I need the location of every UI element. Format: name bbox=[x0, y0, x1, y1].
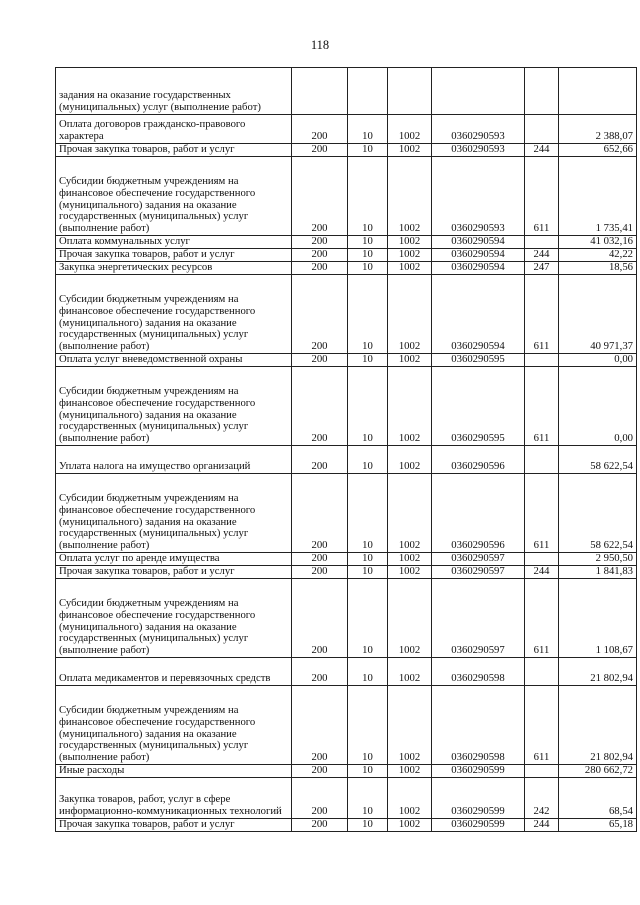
section-code-cell: 10 bbox=[348, 157, 388, 236]
admin-code-cell: 200 bbox=[292, 686, 348, 765]
subsection-code-cell: 1002 bbox=[388, 115, 432, 144]
target-article-cell: 0360290594 bbox=[432, 249, 525, 262]
admin-code-cell: 200 bbox=[292, 579, 348, 658]
amount-cell: 1 108,67 bbox=[559, 579, 637, 658]
target-article-cell: 0360290594 bbox=[432, 275, 525, 354]
target-article-cell: 0360290598 bbox=[432, 686, 525, 765]
amount-cell bbox=[559, 68, 637, 115]
table-row bbox=[56, 474, 637, 553]
table-row bbox=[56, 115, 637, 144]
target-article-cell: 0360290597 bbox=[432, 579, 525, 658]
expense-name-cell: Прочая закупка товаров, работ и услуг bbox=[56, 819, 292, 832]
table-row bbox=[56, 68, 637, 115]
expense-type-cell: 244 bbox=[525, 819, 559, 832]
section-code-cell: 10 bbox=[348, 778, 388, 819]
amount-cell: 21 802,94 bbox=[559, 686, 637, 765]
subsection-code-cell: 1002 bbox=[388, 579, 432, 658]
expense-type-cell bbox=[525, 765, 559, 778]
table-row bbox=[56, 765, 637, 778]
expense-name-cell: Оплата услуг по аренде имущества bbox=[56, 553, 292, 566]
expense-type-cell bbox=[525, 236, 559, 249]
table-row bbox=[56, 658, 637, 686]
expense-name-cell: Уплата налога на имущество организаций bbox=[56, 446, 292, 474]
expense-type-cell bbox=[525, 68, 559, 115]
admin-code-cell: 200 bbox=[292, 236, 348, 249]
expense-type-cell: 244 bbox=[525, 249, 559, 262]
expense-name-cell: Оплата договоров гражданско-правового характера bbox=[56, 115, 292, 144]
target-article-cell: 0360290599 bbox=[432, 819, 525, 832]
amount-cell: 652,66 bbox=[559, 144, 637, 157]
section-code-cell: 10 bbox=[348, 354, 388, 367]
expense-name-cell: Оплата коммунальных услуг bbox=[56, 236, 292, 249]
amount-cell: 68,54 bbox=[559, 778, 637, 819]
expense-type-cell: 244 bbox=[525, 566, 559, 579]
subsection-code-cell: 1002 bbox=[388, 236, 432, 249]
subsection-code-cell: 1002 bbox=[388, 367, 432, 446]
expense-type-cell: 611 bbox=[525, 579, 559, 658]
section-code-cell: 10 bbox=[348, 446, 388, 474]
table-row bbox=[56, 819, 637, 832]
table-row bbox=[56, 262, 637, 275]
admin-code-cell: 200 bbox=[292, 553, 348, 566]
admin-code-cell: 200 bbox=[292, 275, 348, 354]
target-article-cell: 0360290593 bbox=[432, 157, 525, 236]
expense-name-cell: Субсидии бюджетным учреждениям на финансовое обеспечение государственного (муниципального) задания на оказание государственных (муниципальных) услуг (выполнение работ) bbox=[56, 474, 292, 553]
amount-cell: 1 735,41 bbox=[559, 157, 637, 236]
expense-type-cell: 611 bbox=[525, 275, 559, 354]
target-article-cell: 0360290594 bbox=[432, 262, 525, 275]
expense-type-cell bbox=[525, 446, 559, 474]
expense-type-cell bbox=[525, 354, 559, 367]
target-article-cell: 0360290595 bbox=[432, 367, 525, 446]
target-article-cell: 0360290597 bbox=[432, 553, 525, 566]
expense-type-cell bbox=[525, 553, 559, 566]
section-code-cell: 10 bbox=[348, 236, 388, 249]
table-row bbox=[56, 579, 637, 658]
target-article-cell: 0360290596 bbox=[432, 474, 525, 553]
section-code-cell: 10 bbox=[348, 144, 388, 157]
subsection-code-cell: 1002 bbox=[388, 566, 432, 579]
section-code-cell: 10 bbox=[348, 566, 388, 579]
section-code-cell bbox=[348, 68, 388, 115]
admin-code-cell bbox=[292, 68, 348, 115]
expense-name-cell: Закупка энергетических ресурсов bbox=[56, 262, 292, 275]
subsection-code-cell: 1002 bbox=[388, 658, 432, 686]
amount-cell: 18,56 bbox=[559, 262, 637, 275]
admin-code-cell: 200 bbox=[292, 354, 348, 367]
subsection-code-cell: 1002 bbox=[388, 157, 432, 236]
table-row bbox=[56, 236, 637, 249]
expense-type-cell: 244 bbox=[525, 144, 559, 157]
table-row bbox=[56, 157, 637, 236]
target-article-cell bbox=[432, 68, 525, 115]
admin-code-cell: 200 bbox=[292, 474, 348, 553]
admin-code-cell: 200 bbox=[292, 157, 348, 236]
target-article-cell: 0360290598 bbox=[432, 658, 525, 686]
section-code-cell: 10 bbox=[348, 819, 388, 832]
amount-cell: 40 971,37 bbox=[559, 275, 637, 354]
expense-type-cell bbox=[525, 658, 559, 686]
amount-cell: 42,22 bbox=[559, 249, 637, 262]
subsection-code-cell: 1002 bbox=[388, 474, 432, 553]
expense-name-cell: Субсидии бюджетным учреждениям на финансовое обеспечение государственного (муниципального) задания на оказание государственных (муниципальных) услуг (выполнение работ) bbox=[56, 686, 292, 765]
table-row bbox=[56, 144, 637, 157]
subsection-code-cell: 1002 bbox=[388, 819, 432, 832]
admin-code-cell: 200 bbox=[292, 765, 348, 778]
admin-code-cell: 200 bbox=[292, 658, 348, 686]
target-article-cell: 0360290599 bbox=[432, 765, 525, 778]
expense-type-cell bbox=[525, 115, 559, 144]
target-article-cell: 0360290595 bbox=[432, 354, 525, 367]
section-code-cell: 10 bbox=[348, 553, 388, 566]
section-code-cell: 10 bbox=[348, 249, 388, 262]
expense-name-cell: Прочая закупка товаров, работ и услуг bbox=[56, 144, 292, 157]
subsection-code-cell: 1002 bbox=[388, 275, 432, 354]
section-code-cell: 10 bbox=[348, 262, 388, 275]
section-code-cell: 10 bbox=[348, 686, 388, 765]
admin-code-cell: 200 bbox=[292, 819, 348, 832]
target-article-cell: 0360290593 bbox=[432, 115, 525, 144]
section-code-cell: 10 bbox=[348, 474, 388, 553]
table-row bbox=[56, 446, 637, 474]
target-article-cell: 0360290593 bbox=[432, 144, 525, 157]
amount-cell: 65,18 bbox=[559, 819, 637, 832]
amount-cell: 1 841,83 bbox=[559, 566, 637, 579]
table-row bbox=[56, 566, 637, 579]
table-row bbox=[56, 778, 637, 819]
expense-type-cell: 242 bbox=[525, 778, 559, 819]
amount-cell: 2 388,07 bbox=[559, 115, 637, 144]
admin-code-cell: 200 bbox=[292, 144, 348, 157]
expense-name-cell: Иные расходы bbox=[56, 765, 292, 778]
amount-cell: 58 622,54 bbox=[559, 446, 637, 474]
expense-type-cell: 611 bbox=[525, 686, 559, 765]
budget-table bbox=[55, 67, 637, 832]
table-row bbox=[56, 275, 637, 354]
amount-cell: 58 622,54 bbox=[559, 474, 637, 553]
section-code-cell: 10 bbox=[348, 658, 388, 686]
expense-name-cell: задания на оказание государственных (муниципальных) услуг (выполнение работ) bbox=[56, 68, 292, 115]
table-row bbox=[56, 367, 637, 446]
table-row bbox=[56, 354, 637, 367]
admin-code-cell: 200 bbox=[292, 446, 348, 474]
expense-name-cell: Субсидии бюджетным учреждениям на финансовое обеспечение государственного (муниципального) задания на оказание государственных (муниципальных) услуг (выполнение работ) bbox=[56, 157, 292, 236]
amount-cell: 0,00 bbox=[559, 354, 637, 367]
section-code-cell: 10 bbox=[348, 765, 388, 778]
table-row bbox=[56, 686, 637, 765]
expense-type-cell: 611 bbox=[525, 157, 559, 236]
expense-name-cell: Закупка товаров, работ, услуг в сфере информационно-коммуникационных технологий bbox=[56, 778, 292, 819]
amount-cell: 0,00 bbox=[559, 367, 637, 446]
subsection-code-cell: 1002 bbox=[388, 262, 432, 275]
expense-name-cell: Субсидии бюджетным учреждениям на финансовое обеспечение государственного (муниципального) задания на оказание государственных (муниципальных) услуг (выполнение работ) bbox=[56, 579, 292, 658]
expense-type-cell: 611 bbox=[525, 474, 559, 553]
subsection-code-cell: 1002 bbox=[388, 249, 432, 262]
target-article-cell: 0360290596 bbox=[432, 446, 525, 474]
expense-name-cell: Субсидии бюджетным учреждениям на финансовое обеспечение государственного (муниципального) задания на оказание государственных (муниципальных) услуг (выполнение работ) bbox=[56, 275, 292, 354]
subsection-code-cell: 1002 bbox=[388, 446, 432, 474]
admin-code-cell: 200 bbox=[292, 367, 348, 446]
section-code-cell: 10 bbox=[348, 275, 388, 354]
page-number: 118 bbox=[310, 38, 330, 52]
subsection-code-cell bbox=[388, 68, 432, 115]
subsection-code-cell: 1002 bbox=[388, 553, 432, 566]
admin-code-cell: 200 bbox=[292, 115, 348, 144]
expense-type-cell: 247 bbox=[525, 262, 559, 275]
subsection-code-cell: 1002 bbox=[388, 144, 432, 157]
expense-name-cell: Оплата медикаментов и перевязочных средств bbox=[56, 658, 292, 686]
subsection-code-cell: 1002 bbox=[388, 765, 432, 778]
target-article-cell: 0360290594 bbox=[432, 236, 525, 249]
table-row bbox=[56, 249, 637, 262]
target-article-cell: 0360290599 bbox=[432, 778, 525, 819]
table-row bbox=[56, 553, 637, 566]
section-code-cell: 10 bbox=[348, 115, 388, 144]
amount-cell: 21 802,94 bbox=[559, 658, 637, 686]
expense-name-cell: Субсидии бюджетным учреждениям на финансовое обеспечение государственного (муниципального) задания на оказание государственных (муниципальных) услуг (выполнение работ) bbox=[56, 367, 292, 446]
subsection-code-cell: 1002 bbox=[388, 686, 432, 765]
amount-cell: 2 950,50 bbox=[559, 553, 637, 566]
subsection-code-cell: 1002 bbox=[388, 778, 432, 819]
expense-name-cell: Оплата услуг вневедомственной охраны bbox=[56, 354, 292, 367]
target-article-cell: 0360290597 bbox=[432, 566, 525, 579]
section-code-cell: 10 bbox=[348, 367, 388, 446]
admin-code-cell: 200 bbox=[292, 566, 348, 579]
subsection-code-cell: 1002 bbox=[388, 354, 432, 367]
expense-name-cell: Прочая закупка товаров, работ и услуг bbox=[56, 566, 292, 579]
admin-code-cell: 200 bbox=[292, 778, 348, 819]
admin-code-cell: 200 bbox=[292, 262, 348, 275]
section-code-cell: 10 bbox=[348, 579, 388, 658]
expense-name-cell: Прочая закупка товаров, работ и услуг bbox=[56, 249, 292, 262]
expense-type-cell: 611 bbox=[525, 367, 559, 446]
admin-code-cell: 200 bbox=[292, 249, 348, 262]
amount-cell: 41 032,16 bbox=[559, 236, 637, 249]
amount-cell: 280 662,72 bbox=[559, 765, 637, 778]
